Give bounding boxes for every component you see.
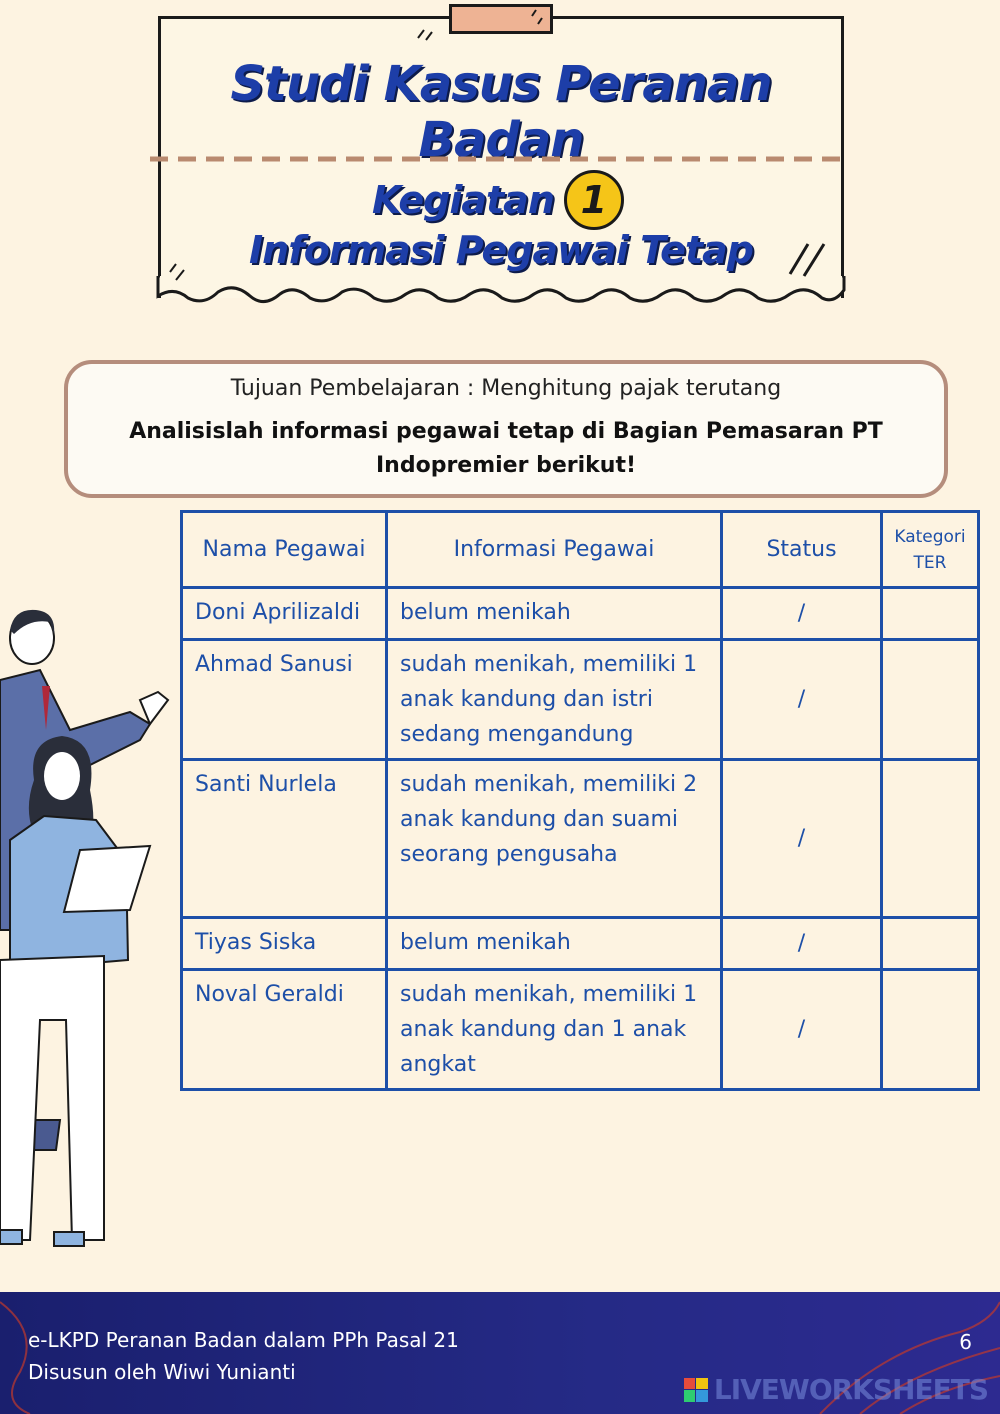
employee-name: Noval Geraldi [182, 970, 387, 1090]
table-row [182, 918, 979, 970]
ter-category-cell[interactable] [882, 918, 979, 970]
employee-status[interactable]: / [722, 640, 882, 760]
torn-edge-decoration [154, 276, 848, 312]
employee-name: Santi Nurlela [182, 760, 387, 918]
header-name: Nama Pegawai [182, 512, 387, 588]
employee-status[interactable]: / [722, 588, 882, 640]
business-people-illustration [0, 600, 175, 1260]
liveworksheets-watermark [684, 1373, 988, 1406]
footer-text [28, 1324, 459, 1388]
employee-table [180, 510, 980, 1091]
header-info: Informasi Pegawai [387, 512, 722, 588]
ter-category-cell[interactable] [882, 760, 979, 918]
ter-category-cell[interactable] [882, 640, 979, 760]
table-row [182, 588, 979, 640]
employee-info: sudah menikah, memiliki 1 anak kandung dan 1 anak angkat [387, 970, 722, 1090]
footer-line2: Disusun oleh Wiwi Yunianti [28, 1360, 296, 1384]
header-ter-line2: TER [913, 552, 947, 573]
employee-name: Tiyas Siska [182, 918, 387, 970]
slash-decoration-icon [414, 24, 438, 44]
activity-number-badge: 1 [564, 170, 624, 230]
employee-info: belum menikah [387, 588, 722, 640]
tape-mark-icon [528, 6, 548, 32]
activity-label: Kegiatan [372, 178, 554, 222]
employee-status[interactable]: / [722, 918, 882, 970]
header-ter-line1: Kategori [894, 526, 966, 547]
table-row [182, 970, 979, 1090]
learning-goal: Tujuan Pembelajaran : Menghitung pajak terutang [230, 376, 782, 401]
employee-name: Ahmad Sanusi [182, 640, 387, 760]
table-row [182, 760, 979, 918]
page-title: Studi Kasus Peranan Badan [230, 56, 772, 168]
employee-info: sudah menikah, memiliki 2 anak kandung dan suami seorang pengusaha [387, 760, 722, 918]
objective-box [64, 360, 948, 498]
employee-status[interactable]: / [722, 970, 882, 1090]
employee-status[interactable]: / [722, 760, 882, 918]
employee-info: belum menikah [387, 918, 722, 970]
table-row [182, 640, 979, 760]
page-number: 6 [959, 1330, 972, 1354]
header-ter [882, 512, 979, 588]
watermark-text: LIVEWORKSHEETS [713, 1373, 988, 1406]
employee-info: sudah menikah, memiliki 1 anak kandung dan istri sedang mengandung [387, 640, 722, 760]
table-header-row [182, 512, 979, 588]
header-status: Status [722, 512, 882, 588]
employee-name: Doni Aprilizaldi [182, 588, 387, 640]
instruction-text: Analisislah informasi pegawai tetap di Bagian Pemasaran PT Indopremier berikut! [129, 419, 883, 478]
page-subtitle: Informasi Pegawai Tetap [249, 228, 753, 272]
ter-category-cell[interactable] [882, 588, 979, 640]
footer-line1: e-LKPD Peranan Badan dalam PPh Pasal 21 [28, 1328, 459, 1352]
liveworksheets-logo-icon [684, 1378, 708, 1402]
ter-category-cell[interactable] [882, 970, 979, 1090]
page-footer [0, 1292, 1000, 1414]
